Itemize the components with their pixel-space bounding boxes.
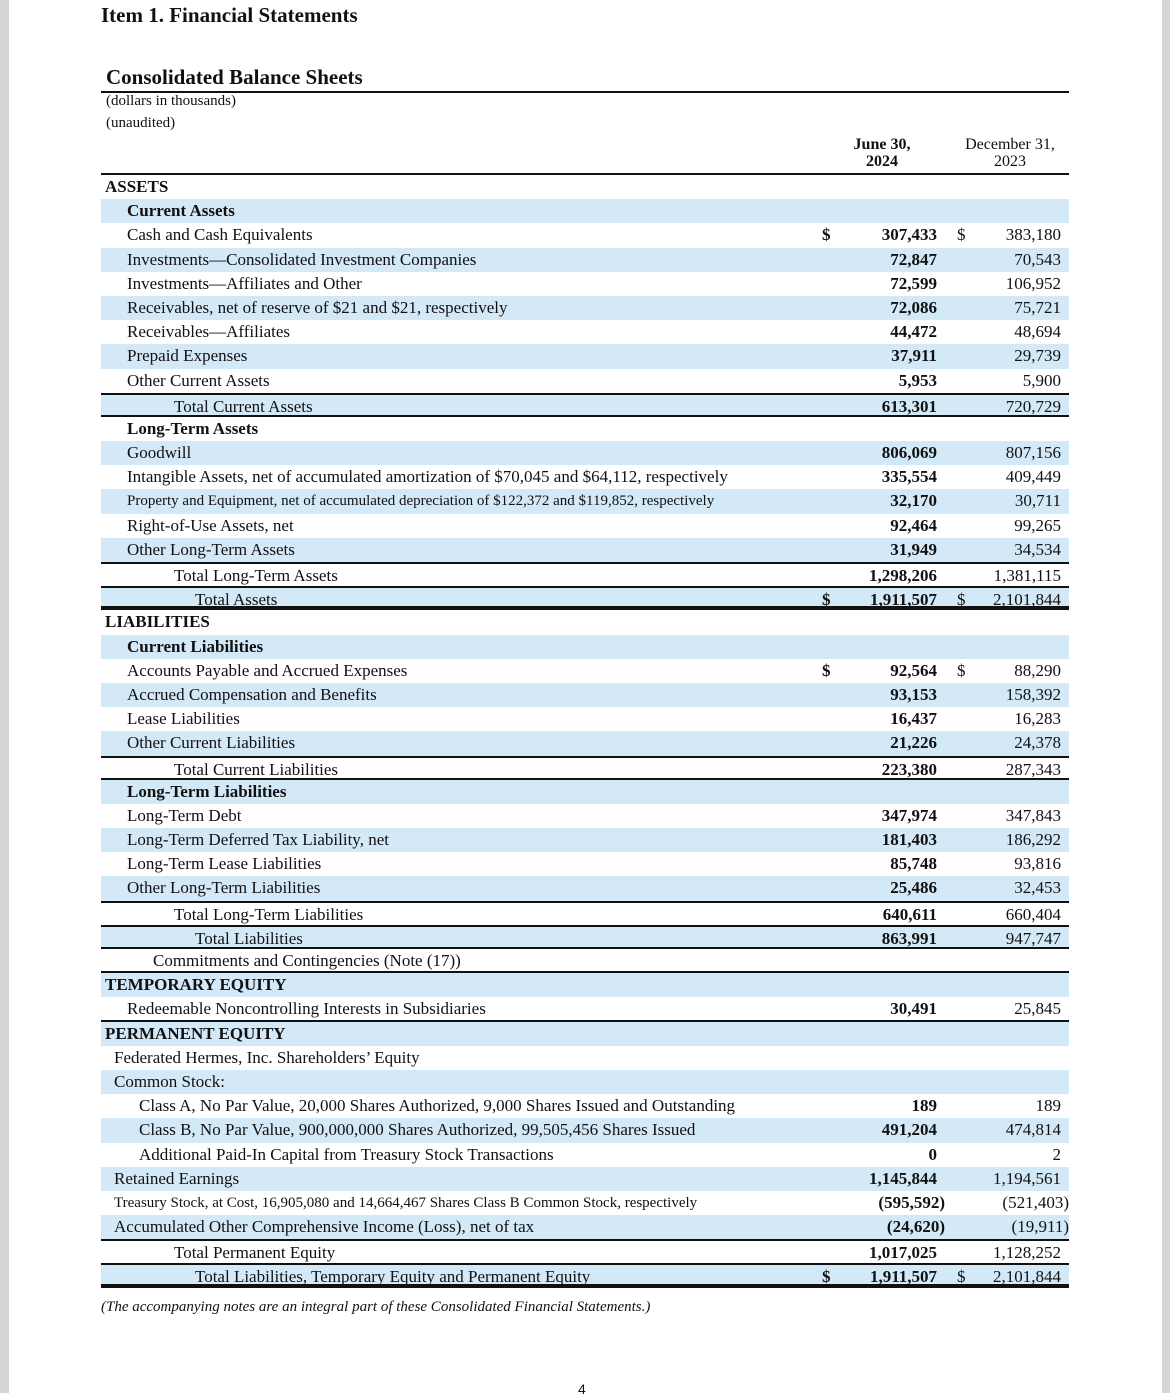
value-prior: 88,290 bbox=[1014, 660, 1061, 680]
value-current: 491,204 bbox=[881, 1120, 937, 1140]
value-prior: 287,343 bbox=[1005, 759, 1061, 779]
value-prior: 16,283 bbox=[1014, 709, 1061, 729]
value-prior: 29,739 bbox=[1014, 346, 1061, 366]
row-label: Long-Term Debt bbox=[127, 805, 242, 825]
row-label: Investments—Consolidated Investment Companies bbox=[127, 249, 477, 269]
row-label: Investments—Affiliates and Other bbox=[127, 273, 362, 293]
column-header-line: 2024 bbox=[866, 153, 898, 170]
value-prior: 1,194,561 bbox=[993, 1168, 1061, 1188]
value-prior: 1,128,252 bbox=[993, 1243, 1061, 1263]
value-prior: (19,911) bbox=[1011, 1217, 1069, 1237]
footnote: (The accompanying notes are an integral part of these Consolidated Financial Statements.) bbox=[101, 1299, 651, 1315]
column-header-line: December 31, bbox=[965, 136, 1055, 153]
row-label: Long-Term Assets bbox=[127, 418, 259, 438]
column-header-line: 2023 bbox=[994, 153, 1026, 170]
row-label: Total Liabilities bbox=[195, 928, 303, 948]
row-label: TEMPORARY EQUITY bbox=[105, 975, 287, 995]
row-label: Total Assets bbox=[195, 590, 278, 610]
value-current: 44,472 bbox=[890, 322, 937, 342]
value-prior: 158,392 bbox=[1005, 684, 1061, 704]
value-prior: 1,381,115 bbox=[993, 566, 1061, 585]
value-current: 1,145,844 bbox=[869, 1168, 937, 1188]
value-prior: 93,816 bbox=[1014, 854, 1061, 874]
row-label: Other Current Liabilities bbox=[127, 733, 296, 753]
table-row bbox=[101, 1022, 1069, 1046]
column-header-prior bbox=[950, 136, 1070, 170]
value-current: 0 bbox=[928, 1144, 937, 1164]
table-row bbox=[101, 1046, 1069, 1070]
row-label: Accumulated Other Comprehensive Income (Loss), net of tax bbox=[114, 1217, 535, 1237]
table-row bbox=[101, 997, 1069, 1021]
value-prior: 2 bbox=[1052, 1144, 1061, 1164]
table-row bbox=[101, 465, 1069, 489]
table-row bbox=[101, 538, 1069, 562]
row-label: Long-Term Lease Liabilities bbox=[127, 854, 322, 874]
value-current: 72,086 bbox=[890, 297, 937, 317]
table-row bbox=[101, 223, 1069, 247]
dollar-sign-current: $ bbox=[822, 225, 831, 245]
row-label: Receivables, net of reserve of $21 and $21, respectively bbox=[127, 297, 508, 317]
column-header-current bbox=[842, 136, 922, 170]
table-row bbox=[101, 1263, 1069, 1287]
row-label: LIABILITIES bbox=[105, 612, 210, 632]
value-prior: 99,265 bbox=[1014, 515, 1061, 535]
table-row bbox=[101, 417, 1069, 441]
table-row bbox=[101, 199, 1069, 223]
value-current: 223,380 bbox=[881, 759, 937, 779]
value-current: 181,403 bbox=[881, 830, 937, 850]
table-row bbox=[101, 828, 1069, 852]
title-divider bbox=[101, 91, 1069, 93]
value-current: 613,301 bbox=[881, 396, 937, 416]
row-label: Property and Equipment, net of accumulated depreciation of $122,372 and $119,852, respectively bbox=[127, 493, 715, 510]
value-current: 5,953 bbox=[898, 370, 937, 390]
value-current: 189 bbox=[911, 1096, 937, 1116]
value-prior: 75,721 bbox=[1014, 297, 1061, 317]
value-current: 1,911,507 bbox=[869, 590, 937, 610]
table-row bbox=[101, 489, 1069, 513]
page-number: 4 bbox=[578, 1381, 586, 1397]
row-label: Lease Liabilities bbox=[127, 709, 240, 729]
row-label: Total Long-Term Liabilities bbox=[174, 904, 364, 924]
table-row bbox=[101, 707, 1069, 731]
table-row bbox=[101, 586, 1069, 610]
table-row bbox=[101, 1118, 1069, 1142]
value-current: 335,554 bbox=[881, 467, 937, 487]
value-prior: 34,534 bbox=[1014, 539, 1061, 559]
row-label: ASSETS bbox=[105, 177, 169, 196]
table-row bbox=[101, 635, 1069, 659]
dollar-sign-prior: $ bbox=[957, 1267, 966, 1287]
row-label: Long-Term Deferred Tax Liability, net bbox=[127, 830, 389, 850]
value-current: 30,491 bbox=[890, 999, 937, 1019]
value-prior: 70,543 bbox=[1014, 249, 1061, 269]
table-row bbox=[101, 369, 1069, 393]
value-prior: 409,449 bbox=[1005, 467, 1061, 487]
row-label: Accrued Compensation and Benefits bbox=[127, 684, 377, 704]
row-label: Additional Paid-In Capital from Treasury Stock Transactions bbox=[139, 1144, 554, 1164]
row-label: PERMANENT EQUITY bbox=[105, 1023, 286, 1043]
table-row bbox=[101, 320, 1069, 344]
dollar-sign-current: $ bbox=[822, 590, 831, 610]
value-current: 1,911,507 bbox=[869, 1267, 937, 1287]
value-prior: 5,900 bbox=[1022, 370, 1061, 390]
value-current: 806,069 bbox=[881, 443, 937, 463]
dollar-sign-prior: $ bbox=[957, 225, 966, 245]
section-heading: Item 1. Financial Statements bbox=[101, 3, 358, 27]
value-current: 307,433 bbox=[881, 225, 937, 245]
row-label: Total Long-Term Assets bbox=[174, 566, 338, 585]
table-row bbox=[101, 1191, 1069, 1215]
table-row bbox=[101, 925, 1069, 949]
table-row bbox=[101, 756, 1069, 780]
value-current: 72,847 bbox=[890, 249, 937, 269]
value-current: 1,017,025 bbox=[869, 1243, 937, 1263]
value-prior: 720,729 bbox=[1005, 396, 1061, 416]
table-row bbox=[101, 393, 1069, 417]
value-current: 92,564 bbox=[890, 660, 937, 680]
table-row bbox=[101, 248, 1069, 272]
table-row bbox=[101, 852, 1069, 876]
table-row bbox=[101, 949, 1069, 973]
value-prior: (521,403) bbox=[1002, 1192, 1069, 1212]
row-label: Retained Earnings bbox=[114, 1168, 240, 1188]
value-current: 21,226 bbox=[890, 733, 937, 753]
value-current: 347,974 bbox=[881, 805, 937, 825]
dollar-sign-current: $ bbox=[822, 1267, 831, 1287]
value-prior: 2,101,844 bbox=[993, 590, 1061, 610]
row-label: Intangible Assets, net of accumulated amortization of $70,045 and $64,112, respectively bbox=[127, 467, 728, 487]
value-current: 863,991 bbox=[881, 928, 937, 948]
table-row bbox=[101, 610, 1069, 634]
table-row bbox=[101, 1239, 1069, 1263]
row-label: Commitments and Contingencies (Note (17)) bbox=[153, 951, 461, 970]
row-label: Current Assets bbox=[127, 201, 235, 221]
value-prior: 474,814 bbox=[1005, 1120, 1061, 1140]
row-label: Prepaid Expenses bbox=[127, 346, 248, 366]
table-row bbox=[101, 1143, 1069, 1167]
row-label: Total Current Assets bbox=[174, 396, 313, 416]
value-current: 25,486 bbox=[890, 878, 937, 898]
table-row bbox=[101, 562, 1069, 586]
value-prior: 189 bbox=[1035, 1096, 1061, 1116]
value-prior: 807,156 bbox=[1005, 443, 1061, 463]
table-row bbox=[101, 659, 1069, 683]
balance-sheet-table bbox=[101, 175, 1069, 1288]
value-current: 93,153 bbox=[890, 684, 937, 704]
table-row bbox=[101, 683, 1069, 707]
row-label: Redeemable Noncontrolling Interests in Subsidiaries bbox=[127, 999, 486, 1019]
row-label: Goodwill bbox=[127, 443, 192, 463]
row-label: Other Current Assets bbox=[127, 370, 270, 390]
value-current: (24,620) bbox=[886, 1217, 945, 1237]
table-row bbox=[101, 1094, 1069, 1118]
value-prior: 24,378 bbox=[1014, 733, 1061, 753]
viewer-scrollbar[interactable] bbox=[1162, 0, 1170, 1393]
table-row bbox=[101, 731, 1069, 755]
value-prior: 25,845 bbox=[1014, 999, 1061, 1019]
units-note: (dollars in thousands) bbox=[106, 93, 236, 109]
value-current: 85,748 bbox=[890, 854, 937, 874]
row-label: Class B, No Par Value, 900,000,000 Shares Authorized, 99,505,456 Shares Issued bbox=[139, 1120, 696, 1140]
table-row bbox=[101, 876, 1069, 900]
row-label: Accounts Payable and Accrued Expenses bbox=[127, 660, 408, 680]
value-current: 92,464 bbox=[890, 515, 937, 535]
table-row bbox=[101, 441, 1069, 465]
value-current: 31,949 bbox=[890, 539, 937, 559]
table-row bbox=[101, 1215, 1069, 1239]
viewer-left-edge bbox=[0, 0, 9, 1393]
row-label: Common Stock: bbox=[114, 1071, 225, 1091]
table-row bbox=[101, 973, 1069, 997]
table-row bbox=[101, 1167, 1069, 1191]
table-row bbox=[101, 780, 1069, 804]
value-prior: 186,292 bbox=[1005, 830, 1061, 850]
value-prior: 32,453 bbox=[1014, 878, 1061, 898]
row-label: Treasury Stock, at Cost, 16,905,080 and 14,664,467 Shares Class B Common Stock, respectively bbox=[114, 1194, 698, 1211]
row-label: Long-Term Liabilities bbox=[127, 781, 287, 801]
row-label: Current Liabilities bbox=[127, 636, 264, 656]
row-label: Federated Hermes, Inc. Shareholders’ Equity bbox=[114, 1047, 420, 1067]
table-row bbox=[101, 1070, 1069, 1094]
table-row bbox=[101, 344, 1069, 368]
value-prior: 947,747 bbox=[1005, 928, 1061, 948]
row-label: Receivables—Affiliates bbox=[127, 322, 291, 342]
row-label: Total Liabilities, Temporary Equity and Permanent Equity bbox=[195, 1267, 591, 1287]
table-row bbox=[101, 901, 1069, 925]
dollar-sign-current: $ bbox=[822, 660, 831, 680]
table-row bbox=[101, 804, 1069, 828]
row-label: Total Permanent Equity bbox=[174, 1243, 336, 1263]
dollar-sign-prior: $ bbox=[957, 660, 966, 680]
row-label: Cash and Cash Equivalents bbox=[127, 225, 313, 245]
row-label: Total Current Liabilities bbox=[174, 759, 339, 779]
row-label: Other Long-Term Assets bbox=[127, 539, 295, 559]
value-current: 72,599 bbox=[890, 273, 937, 293]
table-row bbox=[101, 175, 1069, 199]
value-current: 640,611 bbox=[882, 904, 937, 924]
value-prior: 383,180 bbox=[1005, 225, 1061, 245]
value-current: (595,592) bbox=[878, 1192, 945, 1212]
column-header-line: June 30, bbox=[853, 136, 911, 153]
value-prior: 30,711 bbox=[1014, 491, 1061, 511]
value-prior: 347,843 bbox=[1005, 805, 1061, 825]
value-prior: 2,101,844 bbox=[993, 1267, 1061, 1287]
dollar-sign-prior: $ bbox=[957, 590, 966, 610]
row-label: Right-of-Use Assets, net bbox=[127, 515, 294, 535]
table-row bbox=[101, 296, 1069, 320]
value-current: 37,911 bbox=[891, 346, 937, 366]
value-current: 16,437 bbox=[890, 709, 937, 729]
statement-title: Consolidated Balance Sheets bbox=[106, 65, 363, 89]
audit-status-note: (unaudited) bbox=[106, 115, 176, 131]
table-row bbox=[101, 514, 1069, 538]
value-prior: 660,404 bbox=[1005, 904, 1061, 924]
value-current: 32,170 bbox=[890, 491, 937, 511]
row-label: Other Long-Term Liabilities bbox=[127, 878, 321, 898]
row-label: Class A, No Par Value, 20,000 Shares Authorized, 9,000 Shares Issued and Outstanding bbox=[139, 1096, 736, 1116]
value-current: 1,298,206 bbox=[869, 566, 937, 585]
table-row bbox=[101, 272, 1069, 296]
value-prior: 48,694 bbox=[1014, 322, 1061, 342]
value-prior: 106,952 bbox=[1005, 273, 1061, 293]
